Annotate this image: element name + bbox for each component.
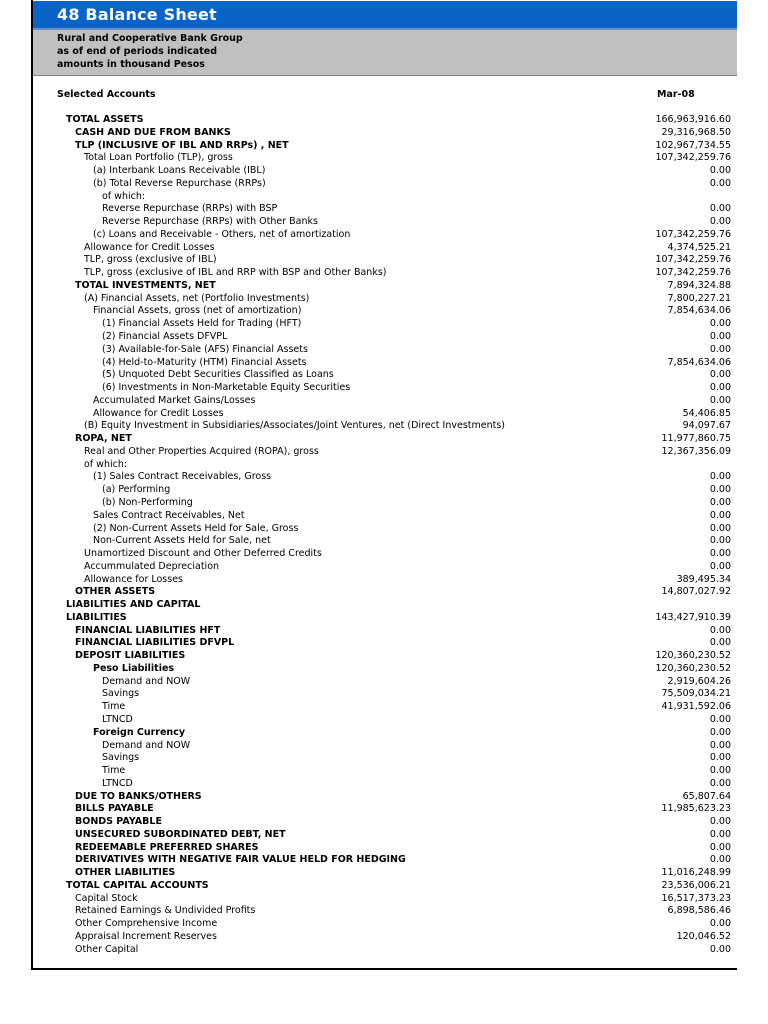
table-row <box>33 701 733 714</box>
row-value: 0.00 <box>709 343 731 355</box>
column-header-period: Mar-08 <box>657 89 695 100</box>
row-value: 107,342,259.76 <box>655 228 731 240</box>
row-value: 0.00 <box>709 918 731 930</box>
row-value: 0.00 <box>709 777 731 789</box>
row-value: 0.00 <box>709 765 731 777</box>
row-label: BILLS PAYABLE <box>75 803 154 815</box>
table-row <box>33 408 733 421</box>
row-label: (3) Available-for-Sale (AFS) Financial Assets <box>102 343 308 355</box>
row-label: TOTAL INVESTMENTS, NET <box>75 279 216 291</box>
row-label: OTHER LIABILITIES <box>75 867 176 879</box>
table-row <box>33 688 733 701</box>
row-value: 54,406.85 <box>682 407 731 419</box>
row-label: CASH AND DUE FROM BANKS <box>75 126 231 138</box>
row-label: Allowance for Credit Losses <box>84 241 215 253</box>
row-value: 65,807.64 <box>682 790 731 802</box>
table-row <box>33 574 733 587</box>
row-value: 0.00 <box>709 318 731 330</box>
row-label: (2) Financial Assets DFVPL <box>102 331 228 343</box>
row-label: Other Comprehensive Income <box>75 918 218 930</box>
table-row <box>33 740 733 753</box>
subtitle-line: amounts in thousand Pesos <box>57 59 205 70</box>
table-row <box>33 714 733 727</box>
row-label: Accumulated Market Gains/Losses <box>93 394 256 406</box>
table-row <box>33 140 733 153</box>
table-row <box>33 357 733 370</box>
table-row <box>33 510 733 523</box>
row-value: 7,894,324.88 <box>667 279 731 291</box>
row-label: Foreign Currency <box>93 726 186 738</box>
row-label: TLP (INCLUSIVE OF IBL AND RRPs) , NET <box>75 139 289 151</box>
row-value: 166,963,916.60 <box>655 114 731 125</box>
row-label: (A) Financial Assets, net (Portfolio Investments) <box>84 292 310 304</box>
table-row <box>33 331 733 344</box>
row-value: 0.00 <box>709 496 731 508</box>
table-row <box>33 778 733 791</box>
table-row <box>33 420 733 433</box>
row-value: 0.00 <box>709 509 731 521</box>
row-label: FINANCIAL LIABILITIES HFT <box>75 624 221 636</box>
row-label: DEPOSIT LIABILITIES <box>75 650 186 662</box>
table-row <box>33 178 733 191</box>
row-label: LTNCD <box>102 777 133 789</box>
table-row <box>33 905 733 918</box>
row-label: (5) Unquoted Debt Securities Classified as Loans <box>102 369 334 381</box>
row-value: 0.00 <box>709 369 731 381</box>
row-value: 4,374,525.21 <box>667 241 731 253</box>
row-value: 0.00 <box>709 471 731 483</box>
row-value: 0.00 <box>709 560 731 572</box>
row-label: DUE TO BANKS/OTHERS <box>75 790 202 802</box>
row-value: 120,360,230.52 <box>655 650 731 662</box>
table-row <box>33 127 733 140</box>
row-label: BONDS PAYABLE <box>75 816 162 828</box>
subtitle-block <box>33 30 737 76</box>
table-row <box>33 663 733 676</box>
row-label: (b) Non-Performing <box>102 496 193 508</box>
row-label: Other Capital <box>75 943 139 955</box>
table-row <box>33 650 733 663</box>
table-row <box>33 229 733 242</box>
row-value: 0.00 <box>709 624 731 636</box>
table-row <box>33 765 733 778</box>
table-row <box>33 318 733 331</box>
row-label: DERIVATIVES WITH NEGATIVE FAIR VALUE HELD FOR HEDGING <box>75 854 406 866</box>
table-row <box>33 676 733 689</box>
row-value: 41,931,592.06 <box>661 701 731 713</box>
row-label: (2) Non-Current Assets Held for Sale, Gross <box>93 522 299 534</box>
row-label: Sales Contract Receivables, Net <box>93 509 245 521</box>
page-title: 48 Balance Sheet <box>57 5 217 24</box>
table-row <box>33 918 733 931</box>
table-row <box>33 433 733 446</box>
row-label: Capital Stock <box>75 892 138 904</box>
row-label: (a) Performing <box>102 484 171 496</box>
row-label: Retained Earnings & Undivided Profits <box>75 905 256 917</box>
row-value: 0.00 <box>709 943 731 955</box>
row-value: 0.00 <box>709 841 731 853</box>
row-value: 0.00 <box>709 548 731 560</box>
title-bar <box>33 1 737 30</box>
table-row <box>33 842 733 855</box>
row-label: UNSECURED SUBORDINATED DEBT, NET <box>75 828 286 840</box>
row-label: Non-Current Assets Held for Sale, net <box>93 535 271 547</box>
table-row <box>33 944 733 957</box>
row-label: (6) Investments in Non-Marketable Equity Securities <box>102 382 351 394</box>
row-label: (1) Financial Assets Held for Trading (HFT) <box>102 318 302 330</box>
table-row <box>33 599 733 612</box>
table-row <box>33 114 733 127</box>
table-row <box>33 816 733 829</box>
table-row <box>33 165 733 178</box>
row-label: FINANCIAL LIABILITIES DFVPL <box>75 637 235 649</box>
row-label: Unamortized Discount and Other Deferred Credits <box>84 548 322 560</box>
table-row <box>33 791 733 804</box>
table-row <box>33 484 733 497</box>
row-label: Financial Assets, gross (net of amortization) <box>93 305 302 317</box>
table-row <box>33 880 733 893</box>
table-row <box>33 395 733 408</box>
row-value: 23,536,006.21 <box>661 879 731 891</box>
table-row <box>33 867 733 880</box>
row-value: 143,427,910.39 <box>655 611 731 623</box>
row-label: of which: <box>102 190 146 202</box>
row-value: 11,016,248.99 <box>661 867 731 879</box>
table-row <box>33 548 733 561</box>
row-value: 0.00 <box>709 331 731 343</box>
table-row <box>33 586 733 599</box>
row-value: 0.00 <box>709 203 731 215</box>
row-value: 107,342,259.76 <box>655 254 731 266</box>
table-row <box>33 369 733 382</box>
table-row <box>33 152 733 165</box>
row-label: LTNCD <box>102 713 133 725</box>
row-label: ROPA, NET <box>75 433 132 445</box>
row-label: (B) Equity Investment in Subsidiaries/Associates/Joint Ventures, net (Direct Investments) <box>84 420 506 432</box>
row-value: 0.00 <box>709 637 731 649</box>
row-value: 0.00 <box>709 522 731 534</box>
table-row <box>33 382 733 395</box>
table-row <box>33 293 733 306</box>
row-value: 389,495.34 <box>676 573 731 585</box>
row-value: 0.00 <box>709 177 731 189</box>
table-row <box>33 803 733 816</box>
row-value: 107,342,259.76 <box>655 152 731 164</box>
row-value: 7,854,634.06 <box>667 356 731 368</box>
row-label: Demand and NOW <box>102 739 191 751</box>
row-label: (b) Total Reverse Repurchase (RRPs) <box>93 177 266 189</box>
row-value: 16,517,373.23 <box>661 892 731 904</box>
table-row <box>33 727 733 740</box>
row-label: Reverse Repurchase (RRPs) with Other Banks <box>102 216 318 228</box>
row-label: of which: <box>84 458 128 470</box>
row-value: 11,977,860.75 <box>661 433 731 445</box>
row-label: Savings <box>102 688 140 700</box>
row-value: 0.00 <box>709 739 731 751</box>
row-value: 75,509,034.21 <box>661 688 731 700</box>
row-label: (4) Held-to-Maturity (HTM) Financial Assets <box>102 356 307 368</box>
table-row <box>33 535 733 548</box>
row-value: 0.00 <box>709 535 731 547</box>
row-value: 14,807,027.92 <box>661 586 731 598</box>
table-row <box>33 625 733 638</box>
row-label: Time <box>102 765 126 777</box>
table-row <box>33 612 733 625</box>
row-label: Total Loan Portfolio (TLP), gross <box>84 152 233 164</box>
table-row <box>33 305 733 318</box>
row-value: 6,898,586.46 <box>667 905 731 917</box>
row-value: 0.00 <box>709 816 731 828</box>
row-value: 0.00 <box>709 713 731 725</box>
row-value: 0.00 <box>709 828 731 840</box>
row-label: REDEEMABLE PREFERRED SHARES <box>75 841 259 853</box>
table-row <box>33 561 733 574</box>
row-label: Real and Other Properties Acquired (ROPA), gross <box>84 445 319 457</box>
column-header-accounts: Selected Accounts <box>57 89 156 100</box>
row-value: 7,854,634.06 <box>667 305 731 317</box>
row-label: TOTAL CAPITAL ACCOUNTS <box>66 879 209 891</box>
table-row <box>33 931 733 944</box>
row-label: OTHER ASSETS <box>75 586 156 598</box>
row-value: 0.00 <box>709 216 731 228</box>
table-row <box>33 637 733 650</box>
row-label: Appraisal Increment Reserves <box>75 931 217 942</box>
row-value: 0.00 <box>709 394 731 406</box>
row-label: LIABILITIES AND CAPITAL <box>66 599 201 611</box>
table-row <box>33 752 733 765</box>
row-value: 0.00 <box>709 752 731 764</box>
row-label: (a) Interbank Loans Receivable (IBL) <box>93 165 266 177</box>
row-value: 0.00 <box>709 854 731 866</box>
row-value: 12,367,356.09 <box>661 445 731 457</box>
row-value: 120,046.52 <box>676 931 731 942</box>
table-row <box>33 191 733 204</box>
table-row <box>33 893 733 906</box>
row-label: Accummulated Depreciation <box>84 560 220 572</box>
table-row <box>33 267 733 280</box>
row-label: Allowance for Losses <box>84 573 184 585</box>
row-value: 0.00 <box>709 382 731 394</box>
row-value: 0.00 <box>709 165 731 177</box>
row-label: Savings <box>102 752 140 764</box>
row-label: Demand and NOW <box>102 675 191 687</box>
row-label: TLP, gross (exclusive of IBL) <box>84 254 217 266</box>
row-value: 11,985,623.23 <box>661 803 731 815</box>
row-label: Allowance for Credit Losses <box>93 407 224 419</box>
table-row <box>33 471 733 484</box>
row-label: TLP, gross (exclusive of IBL and RRP with BSP and Other Banks) <box>84 267 387 279</box>
table-row <box>33 446 733 459</box>
row-label: TOTAL ASSETS <box>66 114 144 125</box>
balance-sheet-table <box>33 114 733 957</box>
row-value: 120,360,230.52 <box>655 662 731 674</box>
table-row <box>33 829 733 842</box>
row-label: Peso Liabilities <box>93 662 175 674</box>
row-label: Time <box>102 701 126 713</box>
row-label: LIABILITIES <box>66 611 127 623</box>
table-row <box>33 854 733 867</box>
row-label: (1) Sales Contract Receivables, Gross <box>93 471 272 483</box>
row-value: 0.00 <box>709 484 731 496</box>
table-row <box>33 523 733 536</box>
subtitle-line: Rural and Cooperative Bank Group <box>57 33 243 44</box>
row-label: Reverse Repurchase (RRPs) with BSP <box>102 203 278 215</box>
table-row <box>33 344 733 357</box>
row-label: (c) Loans and Receivable - Others, net of amortization <box>93 228 351 240</box>
table-row <box>33 497 733 510</box>
row-value: 107,342,259.76 <box>655 267 731 279</box>
row-value: 0.00 <box>709 726 731 738</box>
row-value: 102,967,734.55 <box>655 139 731 151</box>
row-value: 29,316,968.50 <box>661 126 731 138</box>
subtitle-line: as of end of periods indicated <box>57 46 217 57</box>
table-row <box>33 254 733 267</box>
table-row <box>33 280 733 293</box>
table-row <box>33 203 733 216</box>
row-value: 2,919,604.26 <box>667 675 731 687</box>
table-row <box>33 459 733 472</box>
row-value: 94,097.67 <box>682 420 731 432</box>
table-row <box>33 216 733 229</box>
table-row <box>33 242 733 255</box>
row-value: 7,800,227.21 <box>667 292 731 304</box>
